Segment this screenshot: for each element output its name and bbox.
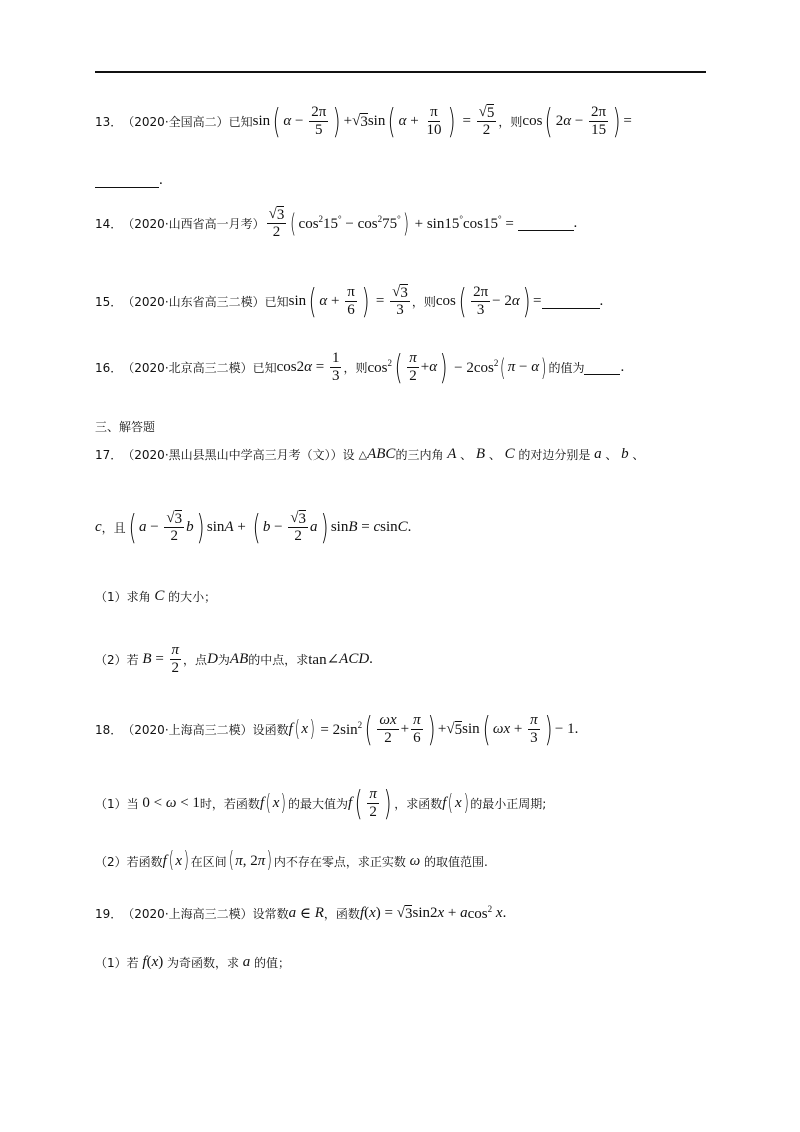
question-source: （2020·黑山县黑山中学高三月考（文））设 (122, 448, 355, 462)
part-text: 的最大值为 (287, 797, 348, 811)
question-18-part-2: （2）若函数 f ( x ) 在区间 ( π , 2 π ) 内不存在零点，求正实数 ω 的取值范围. (95, 848, 488, 873)
question-source: （2020·上海高三二模）设常数 (122, 907, 289, 921)
question-18-part-1: （1）当 0 < ω < 1 时，若函数 f ( x ) 的最大值为 f ( $\frac{\pi}{2}$ ) ，求函数 f ( x ) 的最小正周期; (95, 783, 547, 824)
answer-blank (542, 294, 600, 309)
question-number: 19． (95, 907, 123, 921)
part-text: 为奇函数，求 (166, 956, 239, 970)
question-16: 16． （2020·北京高三二模）已知 cos2 α = $\frac{1}{3}$ ，则 $\cos^2$ ( $\frac{\pi}{2}$ + α ) − $2\cos^2$ ( π − α ) 的值为 . (95, 347, 625, 388)
part-text: 的大小； (168, 590, 217, 604)
question-source: （2020·上海高三二模）设函数 (122, 723, 289, 737)
question-number: 14． (95, 217, 123, 231)
question-19: 19． （2020·上海高三二模）设常数 a ∈ R ，函数 f ( x ) = √ 3 sin2 x + a $\cos^2$ x . (95, 904, 507, 922)
question-17-part-2: （2）若 B = $\frac{\pi}{2}$ ，点 D 为 AB 的中点，求 tan∠ ACD . (95, 642, 373, 676)
part-text: 在区间 (190, 854, 227, 869)
part-text: ，点 (183, 653, 208, 667)
equals-sign: = (623, 113, 632, 129)
connector-text: 的值为 (548, 361, 585, 375)
question-17: 17． （2020·黑山县黑山中学高三月考（文））设 △ ABC 的三内角 A 、 B 、 C 的对边分别是 a 、 b 、 (95, 446, 645, 462)
connector-text: ，则 (411, 295, 436, 309)
answer-blank (518, 216, 574, 231)
question-17-condition: c ，且 ( a − √ 3 2 b ) sin A + ( b − √ 3 2 a ) sin B = c sin C . (95, 507, 412, 548)
section-header (95, 418, 155, 435)
connector-text: ，函数 (323, 907, 360, 921)
answer-blank (95, 173, 159, 188)
math-expression: sin (252, 113, 271, 129)
question-number: 15． (95, 295, 123, 309)
answer-blank (584, 360, 620, 375)
question-source: （2020·山东省高三二模）已知 (122, 295, 289, 309)
question-source: （2020·全国高二）已知 (122, 115, 253, 129)
connector-text: ，且 (101, 521, 126, 535)
question-13: 13． （2020·全国高二）已知 sin ( α − $\frac{2\pi}{5}$ ) + √ 3 sin ( α + $\frac{\pi}{10}$ ) = √ 5 2 ，则 cos ( 2 α − $\frac{2\pi}{15}$ ) = (95, 101, 632, 142)
question-source: （2020·山西省高一月考） (122, 217, 265, 231)
part-text: 为 (217, 653, 230, 667)
part-text: 内不存在零点，求正实数 (273, 854, 406, 869)
question-number: 16． (95, 361, 123, 375)
part-label: （1）当 (95, 797, 139, 811)
connector-text: 的对边分别是 (518, 448, 591, 462)
question-15: 15． （2020·山东省高三二模）已知 sin ( α + $\frac{\pi}{6}$ ) = √ 3 3 ，则 cos ( $\frac{2\pi}{3}$ − 2 α ) = . (95, 281, 604, 322)
part-text: 的最小正周期; (470, 797, 547, 811)
connector-text: 的三内角 (395, 448, 444, 462)
part-text: 的值； (254, 956, 291, 970)
part-text: 的中点，求 (248, 653, 309, 667)
question-source: （2020·北京高三二模）已知 (122, 361, 277, 375)
question-14: 14． （2020·山西省高一月考） √ 3 2 ( $\cos^215^\circ - \cos^275^\circ$ ) + sin15°cos15° = . (95, 206, 578, 240)
section-title: 三、解答题 (95, 420, 156, 434)
equals-sign: = (533, 293, 542, 309)
part-label: （1）求角 (95, 590, 151, 604)
part-label: （2）若函数 (95, 854, 163, 869)
question-17-part-1: （1）求角 C 的大小； (95, 588, 217, 604)
question-number: 17． (95, 448, 123, 462)
part-text: 的取值范围. (424, 854, 488, 869)
connector-text: ，则 (343, 361, 368, 375)
part-text: 时，若函数 (199, 797, 260, 811)
question-18: 18． （2020·上海高三二模）设函数 f ( x ) = $2\sin^2$ ( $\frac{\omega x}{2}$ + $\frac{\pi}{6}$ ) + √ 5 sin ( ωx + $\frac{\pi}{3}$ ) − 1. (95, 709, 579, 750)
part-label: （2）若 (95, 653, 139, 667)
part-text: ，求函数 (394, 797, 443, 811)
part-label: （1）若 (95, 956, 139, 970)
header-rule (95, 71, 706, 73)
question-19-part-1: （1）若 f ( x ) 为奇函数，求 a 的值； (95, 954, 291, 970)
question-number: 18． (95, 723, 123, 737)
answer-blank-line-13: . (95, 172, 163, 189)
connector-text: ，则 (498, 115, 523, 129)
question-number: 13． (95, 115, 123, 129)
